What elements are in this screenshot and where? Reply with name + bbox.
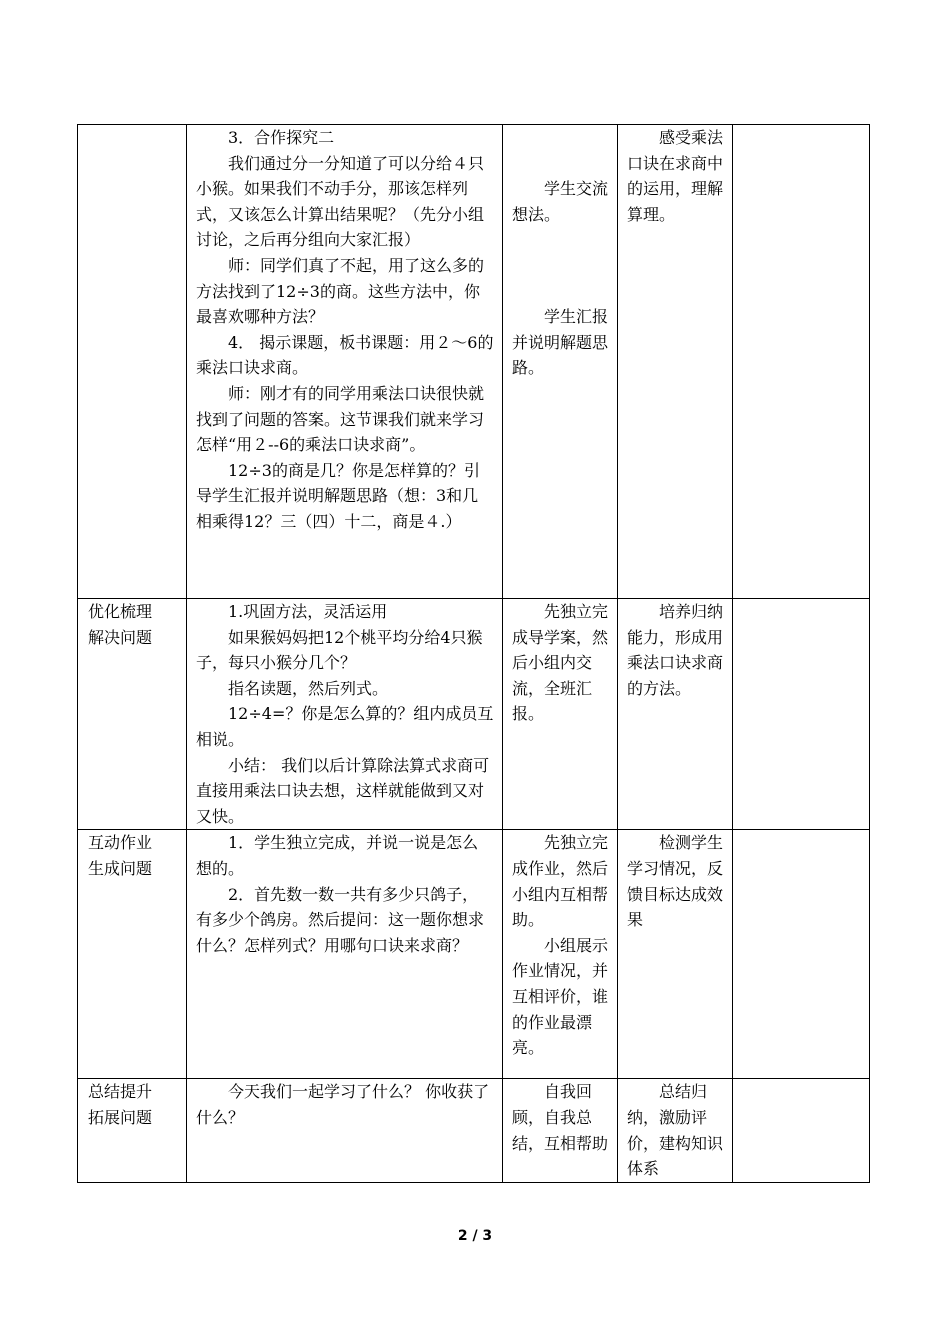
lesson-plan-table	[77, 124, 870, 1183]
stage-label: 拓展问题	[88, 1107, 153, 1127]
page-number: 2 / 3	[457, 1228, 493, 1244]
table-row	[78, 125, 870, 599]
table-row	[78, 830, 870, 1079]
empty-cell	[733, 125, 870, 599]
content-paragraph: 今天我们一起学习了什么？ 你收获了什么？	[196, 1082, 490, 1127]
student-activity-cell	[503, 830, 618, 1079]
content-paragraph: 1．学生独立完成，并说一说是怎么想的。	[196, 833, 479, 878]
stage-cell	[78, 125, 187, 599]
stage-cell	[78, 1079, 187, 1182]
stage-label: 解决问题	[88, 627, 153, 647]
design-intent-cell	[618, 830, 733, 1079]
student-activity-cell	[503, 599, 618, 830]
design-intent-cell	[618, 1079, 733, 1182]
design-intent-cell	[618, 599, 733, 830]
design-intent-text: 检测学生学习情况，反馈目标达成效果	[627, 833, 724, 930]
stage-label: 总结提升	[88, 1082, 153, 1102]
content-paragraph: 1.巩固方法，灵活运用	[228, 602, 388, 621]
empty-cell	[733, 830, 870, 1079]
content-paragraph: 2．首先数一数一共有多少只鸽子，有多少个鸽房。然后提问：这一题你想求什么？怎样列式？用哪句口诀来求商？	[196, 884, 485, 955]
stage-cell	[78, 599, 187, 830]
design-intent-text: 总结归纳，激励评价，建构知识体系	[627, 1082, 724, 1179]
content-paragraph: 指名读题，然后列式。	[228, 678, 389, 698]
content-paragraph: 我们通过分一分知道了可以分给４只小猴。如果我们不动手分，那该怎样列式，又该怎么计算出结果呢？（先分小组讨论，之后再分组向大家汇报）	[196, 153, 485, 250]
stage-cell	[78, 830, 187, 1079]
student-activity-text: 先独立完成导学案，然后小组内交流，全班汇报。	[512, 602, 609, 724]
empty-cell	[733, 599, 870, 830]
student-activity-text: 小组展示作业情况，并互相评价，谁的作业最漂亮。	[512, 935, 609, 1058]
student-activity-text: 先独立完成作业，然后小组内互相帮助。	[512, 833, 609, 930]
student-activity-text: 自我回顾，自我总结，互相帮助	[512, 1082, 609, 1153]
design-intent-text: 感受乘法口诀在求商中的运用，理解算理。	[627, 128, 724, 224]
content-paragraph: 12÷4=？你是怎么算的？组内成员互相说。	[196, 704, 494, 749]
content-paragraph: 4． 揭示课题，板书课题：用２～6的乘法口诀求商。	[196, 332, 494, 378]
content-paragraph: 师：同学们真了不起，用了这么多的方法找到了12÷3的商。这些方法中，你最喜欢哪种方法？	[196, 255, 485, 327]
table-row	[78, 599, 870, 830]
content-cell	[187, 125, 503, 599]
content-paragraph: 如果猴妈妈把12个桃平均分给4只猴子，每只小猴分几个？	[196, 627, 483, 673]
stage-label: 优化梳理	[88, 602, 153, 621]
content-paragraph: 师：刚才有的同学用乘法口诀很快就找到了问题的答案。这节课我们就来学习怎样“用２--6的乘法口诀求商”。	[196, 383, 485, 455]
content-cell	[187, 1079, 503, 1182]
table-row	[78, 1079, 870, 1182]
content-paragraph: 小结： 我们以后计算除法算式求商可直接用乘法口诀去想，这样就能做到又对又快。	[196, 755, 490, 826]
stage-label: 生成问题	[88, 858, 153, 878]
student-activity-text: 学生汇报并说明解题思路。	[512, 307, 609, 378]
empty-cell	[733, 1079, 870, 1182]
student-activity-text: 学生交流想法。	[512, 179, 609, 224]
student-activity-cell	[503, 125, 618, 599]
student-activity-cell	[503, 1079, 618, 1182]
design-intent-cell	[618, 125, 733, 599]
stage-label: 互动作业	[88, 833, 153, 853]
design-intent-text: 培养归纳能力，形成用乘法口诀求商的方法。	[627, 602, 724, 698]
content-paragraph: 12÷3的商是几？你是怎样算的？引导学生汇报并说明解题思路（想：3和几相乘得12？三（四）十二，商是４.）	[196, 460, 480, 531]
content-cell	[187, 830, 503, 1079]
content-paragraph: 3．合作探究二	[228, 128, 335, 147]
content-cell	[187, 599, 503, 830]
